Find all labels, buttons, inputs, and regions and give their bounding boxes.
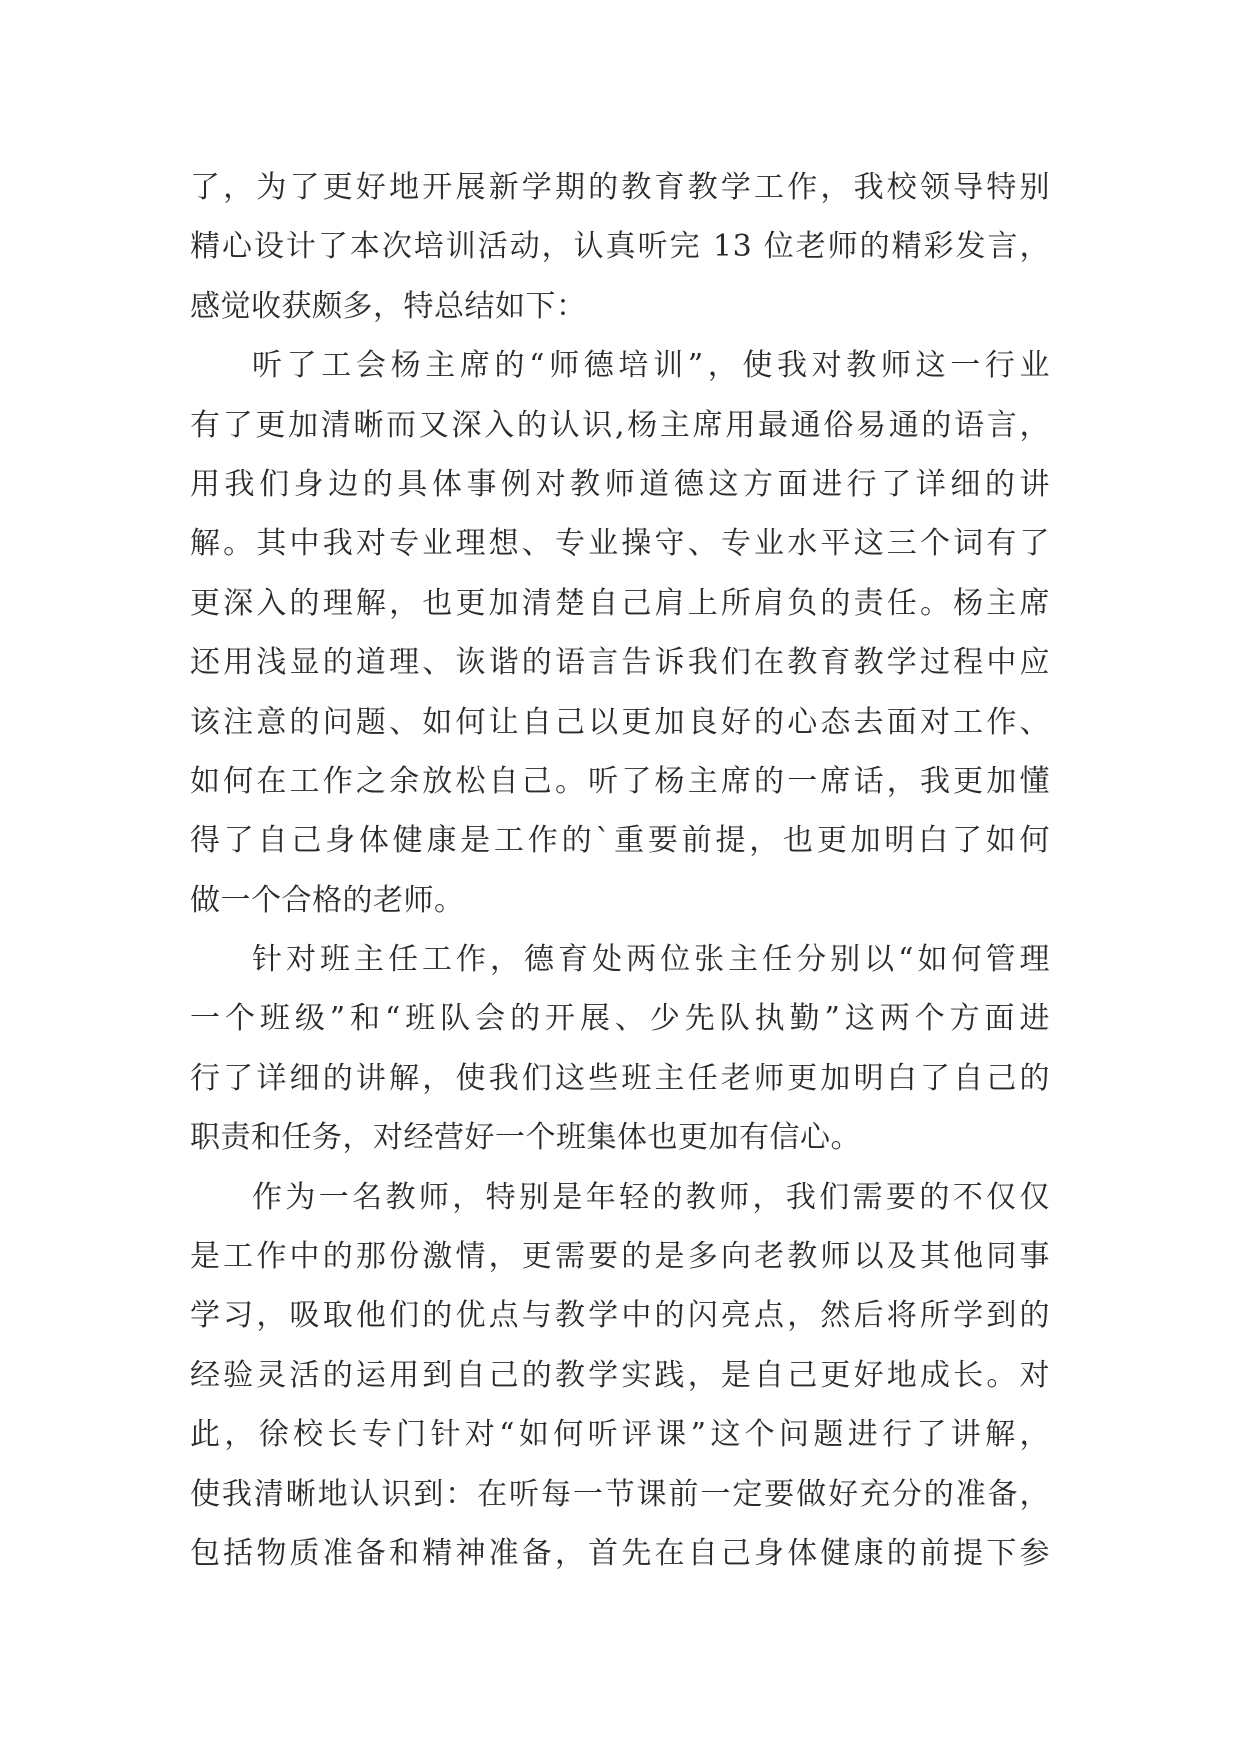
- paragraph-1: [190, 158, 1050, 336]
- text-line: 学习，吸取他们的优点与教学中的闪亮点，然后将所学到的: [190, 1298, 1050, 1334]
- text-line: 如何在工作之余放松自己。听了杨主席的一席话，我更加懂: [190, 763, 1050, 799]
- text-line: 还用浅显的道理、诙谐的语言告诉我们在教育教学过程中应: [190, 645, 1050, 681]
- text-line: 有了更加清晰而又深入的认识,杨主席用最通俗易通的语言，: [190, 407, 1050, 443]
- text-line: 用我们身边的具体事例对教师道德这方面进行了详细的讲: [190, 466, 1050, 502]
- text-line: 是工作中的那份激情，更需要的是多向老教师以及其他同事: [190, 1239, 1050, 1275]
- text-line: 包括物质准备和精神准备，首先在自己身体健康的前提下参: [190, 1535, 1050, 1571]
- text-line: 作为一名教师，特别是年轻的教师，我们需要的不仅仅: [252, 1179, 1050, 1215]
- text-line: 一个班级”和“班队会的开展、少先队执勤”这两个方面进: [190, 1001, 1050, 1037]
- text-line: 针对班主任工作，德育处两位张主任分别以“如何管理: [252, 942, 1050, 978]
- text-line: 精心设计了本次培训活动，认真听完 13 位老师的精彩发言，: [190, 229, 1050, 265]
- text-line: 做一个合格的老师。: [190, 882, 465, 918]
- paragraph-4: [190, 1168, 1050, 1584]
- body-text: [190, 158, 1050, 1583]
- text-line: 解。其中我对专业理想、专业操守、专业水平这三个词有了: [190, 526, 1050, 562]
- text-line: 该注意的问题、如何让自己以更加良好的心态去面对工作、: [190, 704, 1050, 740]
- text-line: 职责和任务，对经营好一个班集体也更加有信心。: [190, 1120, 861, 1156]
- paragraph-3: [190, 930, 1050, 1168]
- paragraph-2: [190, 336, 1050, 930]
- text-line: 得了自己身体健康是工作的`重要前提，也更加明白了如何: [190, 823, 1050, 859]
- text-line: 使我清晰地认识到：在听每一节课前一定要做好充分的准备，: [190, 1476, 1050, 1512]
- text-line: 此，徐校长专门针对“如何听评课”这个问题进行了讲解，: [190, 1417, 1050, 1453]
- text-line: 经验灵活的运用到自己的教学实践，是自己更好地成长。对: [190, 1357, 1050, 1393]
- text-line: 听了工会杨主席的“师德培训”，使我对教师这一行业: [252, 348, 1050, 384]
- text-line: 行了详细的讲解，使我们这些班主任老师更加明白了自己的: [190, 1060, 1050, 1096]
- text-line: 更深入的理解，也更加清楚自己肩上所肩负的责任。杨主席: [190, 585, 1050, 621]
- text-line: 感觉收获颇多，特总结如下：: [190, 288, 587, 324]
- text-line: 了，为了更好地开展新学期的教育教学工作，我校领导特别: [190, 170, 1050, 205]
